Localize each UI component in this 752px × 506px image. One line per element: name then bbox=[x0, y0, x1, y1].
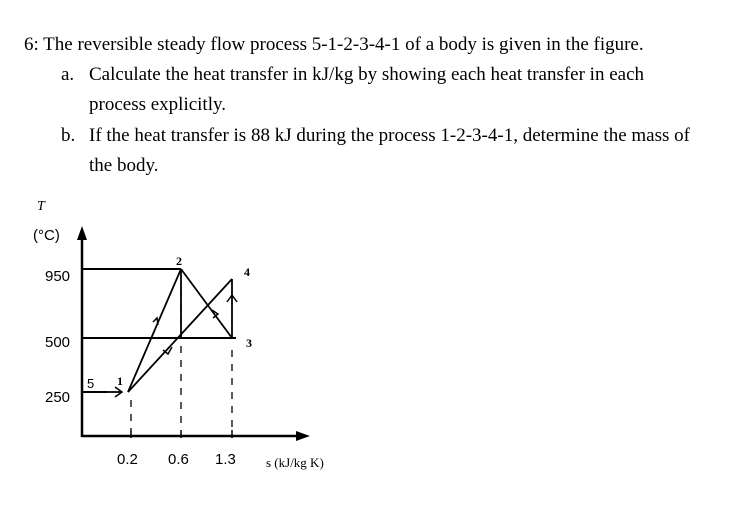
x-axis-arrow bbox=[296, 431, 310, 441]
y-axis-unit: (°C) bbox=[33, 227, 60, 244]
point-label-5: 5 bbox=[87, 376, 95, 391]
question-title: 6: The reversible steady flow process 5-1-2-3-4-1 of a body is given in the figure. bbox=[24, 34, 644, 55]
x-tick-0-6: 0.6 bbox=[168, 451, 189, 468]
part-b-line-1: If the heat transfer is 88 kJ during the process 1-2-3-4-1, determine the mass of bbox=[89, 125, 690, 146]
x-axis-label: s (kJ/kg K) bbox=[266, 455, 324, 470]
process-2-3 bbox=[181, 269, 232, 338]
point-label-3: 3 bbox=[246, 336, 252, 350]
y-axis-arrow bbox=[77, 226, 87, 240]
point-label-1: 1 bbox=[117, 374, 123, 388]
part-a-marker: a. bbox=[61, 64, 75, 85]
y-tick-500: 500 bbox=[45, 334, 71, 351]
process-4-1 bbox=[128, 279, 232, 392]
x-tick-1-3: 1.3 bbox=[215, 451, 236, 468]
part-a-line-1: Calculate the heat transfer in kJ/kg by showing each heat transfer in each bbox=[89, 64, 645, 85]
y-tick-250: 250 bbox=[45, 389, 71, 406]
point-label-4: 4 bbox=[244, 265, 250, 279]
x-tick-0-2: 0.2 bbox=[117, 451, 138, 468]
y-tick-950: 950 bbox=[45, 268, 71, 285]
part-b-line-2: the body. bbox=[89, 155, 159, 176]
arrow-1-2 bbox=[153, 318, 158, 325]
point-label-2: 2 bbox=[176, 254, 182, 268]
part-a-line-2: process explicitly. bbox=[89, 94, 227, 115]
y-axis-symbol: T bbox=[37, 199, 45, 214]
process-1-2 bbox=[128, 269, 181, 392]
part-b-marker: b. bbox=[61, 125, 76, 146]
